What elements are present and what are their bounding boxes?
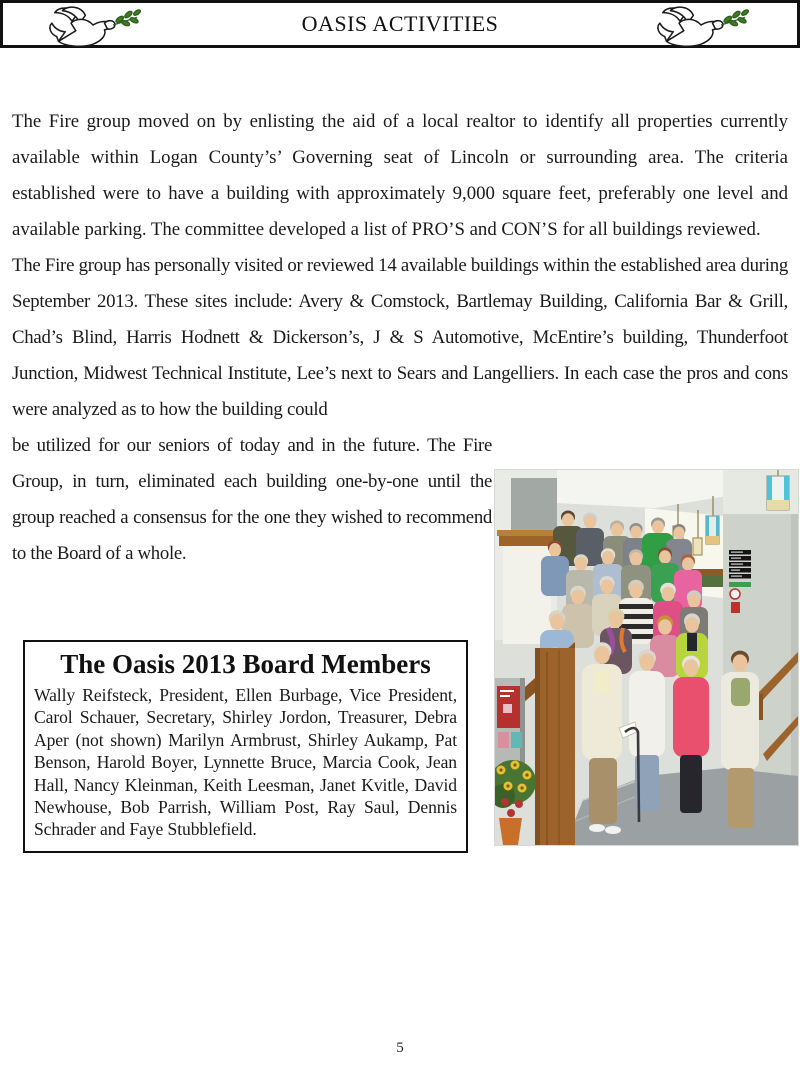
dove-olive-branch-icon [653,4,749,48]
board-members-title: The Oasis 2013 Board Members [60,649,431,679]
page-title: OASIS ACTIVITIES [301,11,499,36]
group-photo [495,470,798,845]
paragraph-buildings-visited-wrapped: be utilized for our seniors of today and in the future. The Fire Group, in turn, eliminated each building one-by-one until the group reached a consensus for the one they wished to recommend to the Board of a whole. [12,435,492,564]
paragraph-buildings-visited: The Fire group has personally visited or reviewed 14 available buildings within the established area during September 2013. These sites include: Avery & Comstock, Bartlemay Building, California Bar & Grill, Chad’s Blind, Harris Hodnett & Dickerson’s, J & S Automotive, McEntire’s building, Thunderfoot Junction, Midwest Technical Institute, Lee’s next to Sears and Langelliers. In each case the pros and cons were analyzed as to how the building could [12,255,788,420]
page-number: 5 [396,1040,404,1056]
board-members-box [23,640,468,853]
header-band [0,0,800,48]
olive-branch [113,9,141,27]
paragraph-fire-group-realtor: The Fire group moved on by enlisting the aid of a local realtor to identify all properties currently available within Logan County’s’ Governing seat of Lincoln or surrounding area. The criteria established were to have a building with approximately 9,000 square feet, preferably one level and available parking. The committee developed a list of PRO’S and CON’S for all buildings reviewed. [12,111,788,240]
dove-olive-branch-icon [45,4,141,48]
board-members-list: Wally Reifsteck, President, Ellen Burbage, Vice President, Carol Schauer, Secretary, Shirley Jordon, Treasurer, Debra Aper (not shown) Marilyn Armbrust, Shirley Aukamp, Pat Benson, Harold Boyer, Lynnette Bruce, Marcia Cook, Jean Hall, Nancy Kleinman, Keith Leesman, Janet Kvitle, David Newhouse, Bob Parrish, William Post, Ray Saul, Dennis Schrader and Faye Stubblefield. [34,685,457,840]
olive-branch [721,9,749,27]
